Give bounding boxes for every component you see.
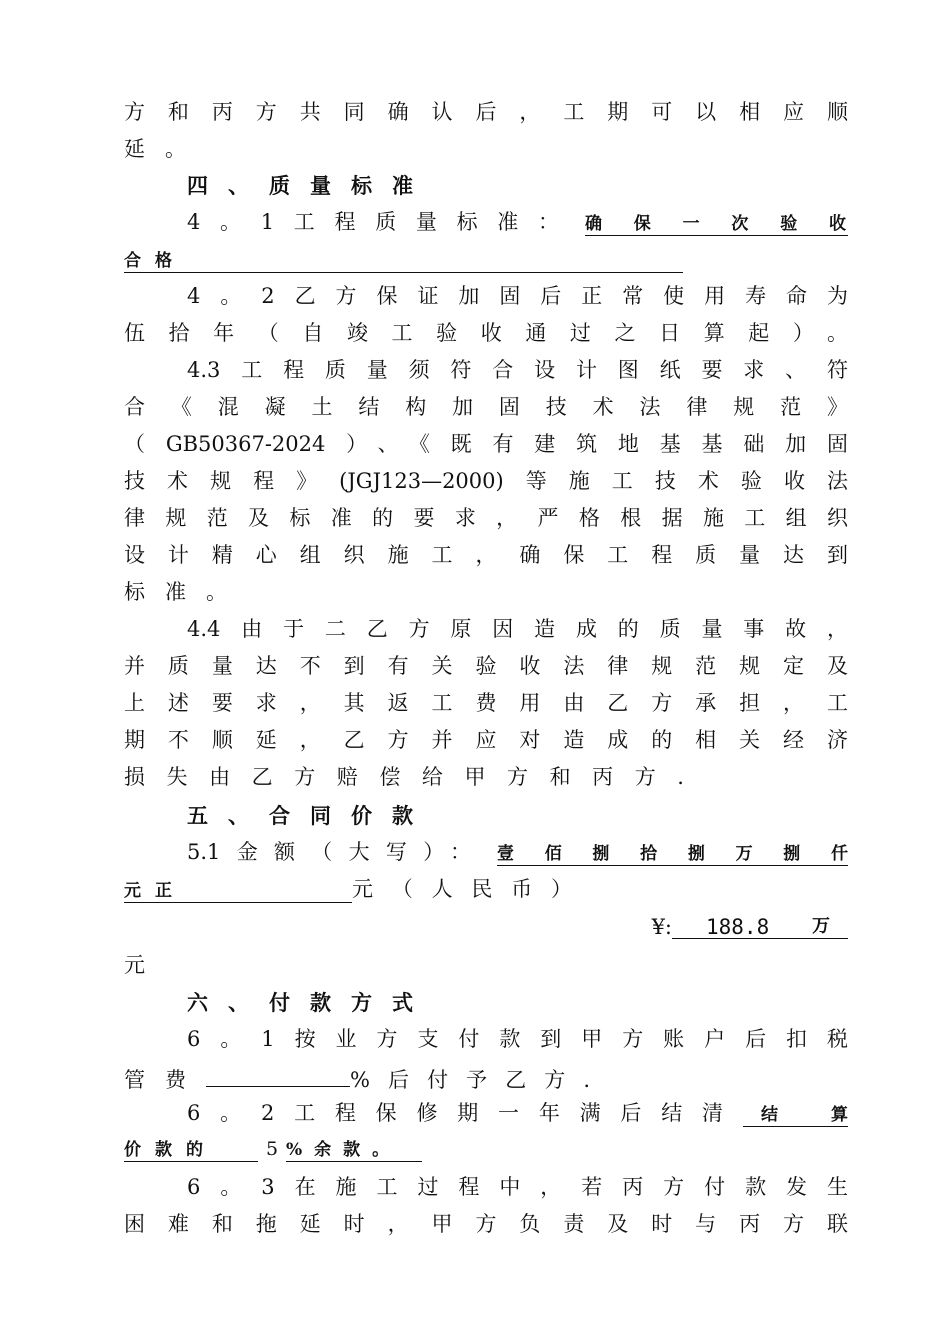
text-line: 上述要求，其返工费用由乙方承担，工 bbox=[124, 691, 848, 715]
settlement-fill-cont: 价款的 bbox=[124, 1133, 258, 1162]
quality-standard-fill-cont: 合格 bbox=[124, 244, 683, 273]
text-line: 并质量达不到有关验收法律规范规定及 bbox=[124, 654, 848, 678]
clause-6-2 bbox=[187, 1095, 848, 1132]
text-line: 伍拾年（自竣工验收通过之日算起）。 bbox=[124, 321, 848, 345]
clause-6-2-continued bbox=[124, 1132, 848, 1169]
text-line: 4.3工程质量须符合设计图纸要求、符 bbox=[187, 358, 848, 382]
text-line: 困难和拖延时，甲方负责及时与丙方联 bbox=[124, 1212, 848, 1236]
clause-label: 5.1金额（大写）： bbox=[187, 840, 471, 864]
text-line: 设计精心组织施工，确保工程质量达到 bbox=[124, 543, 848, 567]
currency-label: 元（人民币） bbox=[352, 877, 572, 901]
section-heading-price: 五、合同价款 bbox=[187, 803, 433, 828]
amount-figures-fill bbox=[672, 910, 848, 939]
text-line: 6。1按业方支付款到甲方账户后扣税 bbox=[187, 1027, 848, 1051]
amount-value: 188.8 bbox=[706, 915, 770, 939]
clause-6-1-continued bbox=[124, 1058, 848, 1095]
section-heading-quality: 四、质量标准 bbox=[187, 173, 433, 198]
text-line: 方和丙方共同确认后，工期可以相应顺 bbox=[124, 100, 848, 124]
clause-label: 4。1工程质量标准： bbox=[187, 210, 559, 234]
text-line: 标准。 bbox=[124, 580, 247, 604]
clause-5-1 bbox=[187, 834, 848, 871]
amount-unit: 万 bbox=[812, 916, 830, 937]
yen-sign: ¥: bbox=[651, 915, 672, 939]
section-heading-payment: 六、付款方式 bbox=[187, 990, 433, 1015]
text-line: 损失由乙方赔偿给甲方和丙方. bbox=[124, 765, 684, 789]
retention-fill: %余款。 bbox=[286, 1133, 422, 1162]
text-line: 律规范及标准的要求，严格根据施工组织 bbox=[124, 506, 848, 530]
text-line: 4.4由于二乙方原因造成的质量事故， bbox=[187, 617, 848, 641]
quality-standard-fill: 确保一次验收 bbox=[585, 207, 848, 236]
text-line: 技术规程》(JGJ123—2000)等施工技术验收法 bbox=[124, 469, 848, 493]
text-line: 延。 bbox=[124, 137, 206, 161]
retention-percent-value: 5 bbox=[265, 1138, 279, 1160]
clause-4-1-continued bbox=[124, 241, 848, 278]
clause-5-1-continued bbox=[124, 871, 848, 908]
management-fee-blank bbox=[206, 1058, 350, 1087]
text-line: 元 bbox=[124, 953, 145, 977]
text-line: （GB50367-2024）、《既有建筑地基基础加固 bbox=[124, 432, 848, 456]
text-line: 期不顺延，乙方并应对造成的相关经济 bbox=[124, 728, 848, 752]
amount-in-words-fill-cont: 元正 bbox=[124, 874, 352, 903]
clause-text: 管费 bbox=[124, 1068, 206, 1092]
text-line: 合《混凝土结构加固技术法律规范》 bbox=[124, 395, 848, 419]
clause-label: 6。2工程保修期一年满后结清 bbox=[187, 1101, 723, 1125]
amount-in-words-fill: 壹佰捌拾捌万捌仟 bbox=[497, 837, 848, 866]
amount-figures-line bbox=[124, 909, 848, 946]
text-line: 6。3在施工过程中，若丙方付款发生 bbox=[187, 1175, 848, 1199]
clause-4-1 bbox=[187, 204, 848, 241]
clause-text: %后付予乙方. bbox=[350, 1068, 590, 1092]
settlement-fill: 结算 bbox=[743, 1098, 848, 1127]
text-line: 4。2乙方保证加固后正常使用寿命为 bbox=[187, 284, 848, 308]
